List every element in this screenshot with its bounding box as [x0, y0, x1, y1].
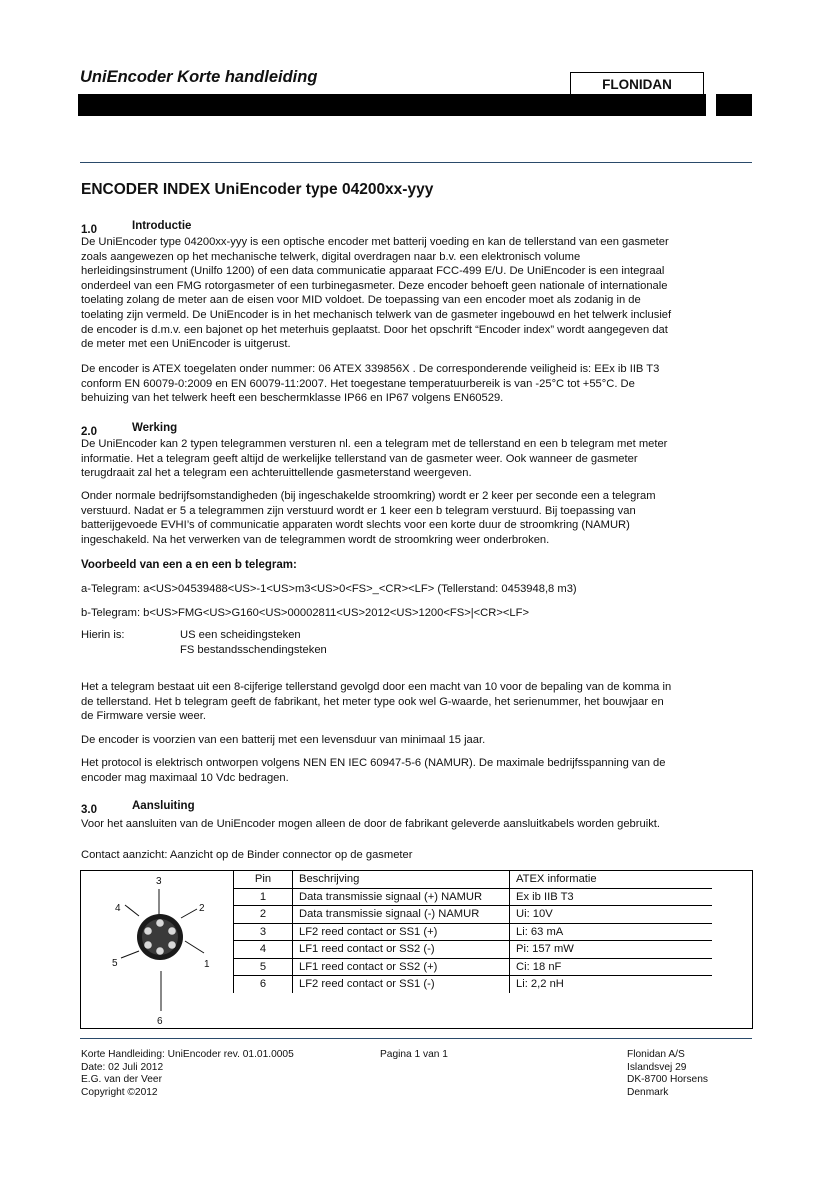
column-header: Pin [234, 871, 293, 888]
description-cell: Data transmissie signaal (+) NAMUR [293, 888, 510, 906]
text-line: encoder mag maximaal 10 Vdc bedragen. [81, 771, 289, 784]
text-line: toelating zolang de meter aan de eisen voor MID voldoet. De toepassing van een encoder moet als zodanig in de [81, 294, 641, 307]
document-title: ENCODER INDEX UniEncoder type 04200xx-yyy [81, 181, 434, 198]
text-line: de meter met een UniEncoder is uitgerust. [81, 338, 291, 351]
connector-pin-5 [144, 941, 152, 949]
text-line: behuizing van het telwerk heeft een beschermklasse IP66 en IP67 volgens EN60529. [81, 392, 504, 405]
pin-cell: 5 [234, 958, 293, 976]
description-cell: LF2 reed contact or SS1 (-) [293, 976, 510, 993]
pin-leader [185, 941, 204, 953]
footer-country: Denmark [627, 1086, 669, 1098]
connector-diagram [81, 871, 231, 1028]
table-row [234, 958, 713, 976]
header-bar-end [716, 94, 752, 116]
section-1-paragraph-1 [81, 235, 753, 352]
pin-cell: 3 [234, 923, 293, 941]
pin-cell: 6 [234, 976, 293, 993]
pin-label-5: 5 [112, 958, 118, 969]
b-telegram-example: b-Telegram: b<US>FMG<US>G160<US>00002811<US>2012<US>1200<FS>|<CR><LF> [81, 607, 529, 619]
text-line: onderdeel van een FMG rotorgasmeter of een turbinegasmeter. Deze encoder behoeft geen nationale of internationale [81, 279, 668, 292]
footer-author: E.G. van der Veer [81, 1074, 162, 1086]
hierin-item-us: US een scheidingsteken [180, 629, 301, 641]
atex-cell: Li: 63 mA [510, 923, 713, 941]
hierin-label: Hierin is: [81, 629, 125, 641]
header-bar-gap [706, 94, 716, 116]
connector-pin-6 [156, 947, 164, 955]
section-number: 1.0 [81, 224, 97, 236]
footer-doc-ref: Korte Handleiding: UniEncoder rev. 01.01.0005 [81, 1049, 294, 1060]
column-header: ATEX informatie [510, 871, 713, 888]
atex-cell: Pi: 157 mW [510, 941, 713, 959]
header-title: UniEncoder Korte handleiding [80, 68, 318, 86]
pin-label-4: 4 [115, 903, 121, 914]
section-2-paragraph-3 [81, 680, 753, 724]
pin-leader [181, 909, 197, 918]
text-line: Het protocol is elektrisch ontworpen volgens NEN EN IEC 60947-5-6 (NAMUR). De maximale bedrijfsspanning van de [81, 757, 666, 769]
atex-cell: Ci: 18 nF [510, 958, 713, 976]
table-header-row [234, 871, 713, 888]
pin-cell: 1 [234, 888, 293, 906]
section-2-paragraph-1 [81, 437, 753, 481]
connector-pin-1 [168, 941, 176, 949]
connector-pin-4 [144, 927, 152, 935]
example-heading: Voorbeeld van een a en een b telegram: [81, 559, 297, 571]
hierin-item-fs: FS bestandsschendingsteken [180, 644, 327, 656]
contact-view-label: Contact aanzicht: Aanzicht op de Binder connector op de gasmeter [81, 849, 413, 861]
description-cell: Data transmissie signaal (-) NAMUR [293, 906, 510, 924]
section-number: 2.0 [81, 426, 97, 438]
description-cell: LF2 reed contact or SS1 (+) [293, 923, 510, 941]
footer-city: DK-8700 Horsens [627, 1074, 708, 1086]
text-line: conform EN 60079-0:2009 en EN 60079-11:2007. Het toegestane temperatuurbereik is van -25°C tot +55°C. De [81, 377, 635, 390]
text-line: ingeschakeld. Na het verwerken van de telegrammen wordt de stroomkring weer onderbroken. [81, 533, 550, 546]
table-row [234, 888, 713, 906]
text-line: de tellerstand. Het b telegram geeft de fabrikant, het meter type ook wel G-waarde, het serienummer, het bouwjaar en [81, 695, 664, 708]
atex-cell: Li: 2,2 nH [510, 976, 713, 993]
pin-cell: 4 [234, 941, 293, 959]
header-rule [80, 162, 752, 163]
section-2-paragraph-4: De encoder is voorzien van een batterij met een levensduur van minimaal 15 jaar. [81, 734, 486, 746]
connector-pin-3 [156, 919, 164, 927]
section-title: Aansluiting [132, 800, 195, 812]
description-cell: LF1 reed contact or SS2 (+) [293, 958, 510, 976]
section-3-paragraph-1: Voor het aansluiten van de UniEncoder mogen alleen de door de fabrikant geleverde aansluitkabels worden gebruikt. [81, 818, 661, 830]
pin-leader [121, 951, 139, 958]
text-line: Het a telegram bestaat uit een 8-cijferige tellerstand gevolgd door een macht van 10 voor de bepaling van de komma in [81, 681, 672, 693]
text-line: de encoder is d.m.v. een bajonet op het meterhuis geplaatst. Door het opschrift “Encoder index” wordt aangegeven dat [81, 323, 668, 336]
footer-copyright: Copyright ©2012 [81, 1086, 158, 1098]
footer-rule [80, 1038, 752, 1039]
atex-cell: Ui: 10V [510, 906, 713, 924]
text-line: De UniEncoder type 04200xx-yyy is een optische encoder met batterij voeding en kan de tellerstand van een gasmeter [81, 236, 669, 248]
text-line: herleidingsinstrument (Unilfo 1200) of een data communicatie apparaat FCC-499 E/U. De UniEncoder is een integraal [81, 265, 665, 278]
pin-cell: 2 [234, 906, 293, 924]
footer-left [81, 1049, 361, 1099]
section-2-paragraph-5 [81, 756, 753, 785]
pin-leader [125, 905, 139, 916]
pin-table [233, 871, 712, 993]
footer-company: Flonidan A/S [627, 1049, 685, 1060]
section-number: 3.0 [81, 804, 97, 816]
column-header: Beschrijving [293, 871, 510, 888]
text-line: zoals aangewezen op het mechanische telwerk, digital overdragen naar b.v. een elektronisch volume [81, 250, 581, 263]
a-telegram-example: a-Telegram: a<US>04539488<US>-1<US>m3<US>0<FS>_<CR><LF> (Tellerstand: 0453948,8 m3) [81, 583, 577, 595]
text-line: verstuurd. Nadat er 5 a telegrammen zijn verstuurd wordt er 1 keer een b telegram verstuurd. Bij toepassing van [81, 504, 636, 517]
text-line: De encoder is ATEX toegelaten onder nummer: 06 ATEX 339856X . De corresponderende veiligheid is: EEx ib IIB T3 [81, 363, 660, 375]
pin-table-frame [80, 870, 753, 1029]
description-cell: LF1 reed contact or SS2 (-) [293, 941, 510, 959]
text-line: informatie. Het a telegram geeft altijd de werkelijke tellerstand van de gasmeter weer. Ook wanneer de gasmeter [81, 452, 638, 465]
text-line: toelating zijn vermeld. De UniEncoder is in het mechanisch telwerk van de gasmeter ingebouwd en het telwerk inclusief [81, 308, 672, 321]
section-title: Introductie [132, 220, 192, 232]
table-row [234, 923, 713, 941]
brand-logo: FLONIDAN [570, 72, 704, 94]
pin-label-6: 6 [157, 1016, 163, 1027]
footer-date: Date: 02 Juli 2012 [81, 1061, 164, 1073]
text-line: De UniEncoder kan 2 typen telegrammen versturen nl. een a telegram met de tellerstand en een b telegram met meter [81, 438, 668, 450]
text-line: Onder normale bedrijfsomstandigheden (bij ingeschakelde stroomkring) wordt er 2 keer per seconde een a telegram [81, 490, 656, 502]
table-row [234, 941, 713, 959]
pin-label-1: 1 [204, 959, 210, 970]
section-3-heading [81, 800, 195, 818]
table-row [234, 976, 713, 993]
pin-label-3: 3 [156, 876, 162, 887]
section-2-paragraph-2 [81, 489, 753, 547]
atex-cell: Ex ib IIB T3 [510, 888, 713, 906]
footer-page-number: Pagina 1 van 1 [380, 1049, 448, 1060]
header-bar [78, 94, 716, 116]
footer-right [627, 1049, 747, 1099]
section-title: Werking [132, 422, 178, 434]
table-row [234, 906, 713, 924]
pin-label-2: 2 [199, 903, 205, 914]
section-1-paragraph-2 [81, 362, 753, 406]
text-line: batterijgevoede EVHI’s of communicatie apparaten wordt slechts voor een korte duur de stroomkring (NAMUR) [81, 519, 630, 532]
footer-street: Islandsvej 29 [627, 1061, 687, 1073]
connector-pin-2 [168, 927, 176, 935]
text-line: terugdraait zal het a telegram een achteruittellende gasmeterstand weergeven. [81, 467, 472, 480]
text-line: de Firmware versie weer. [81, 710, 206, 723]
